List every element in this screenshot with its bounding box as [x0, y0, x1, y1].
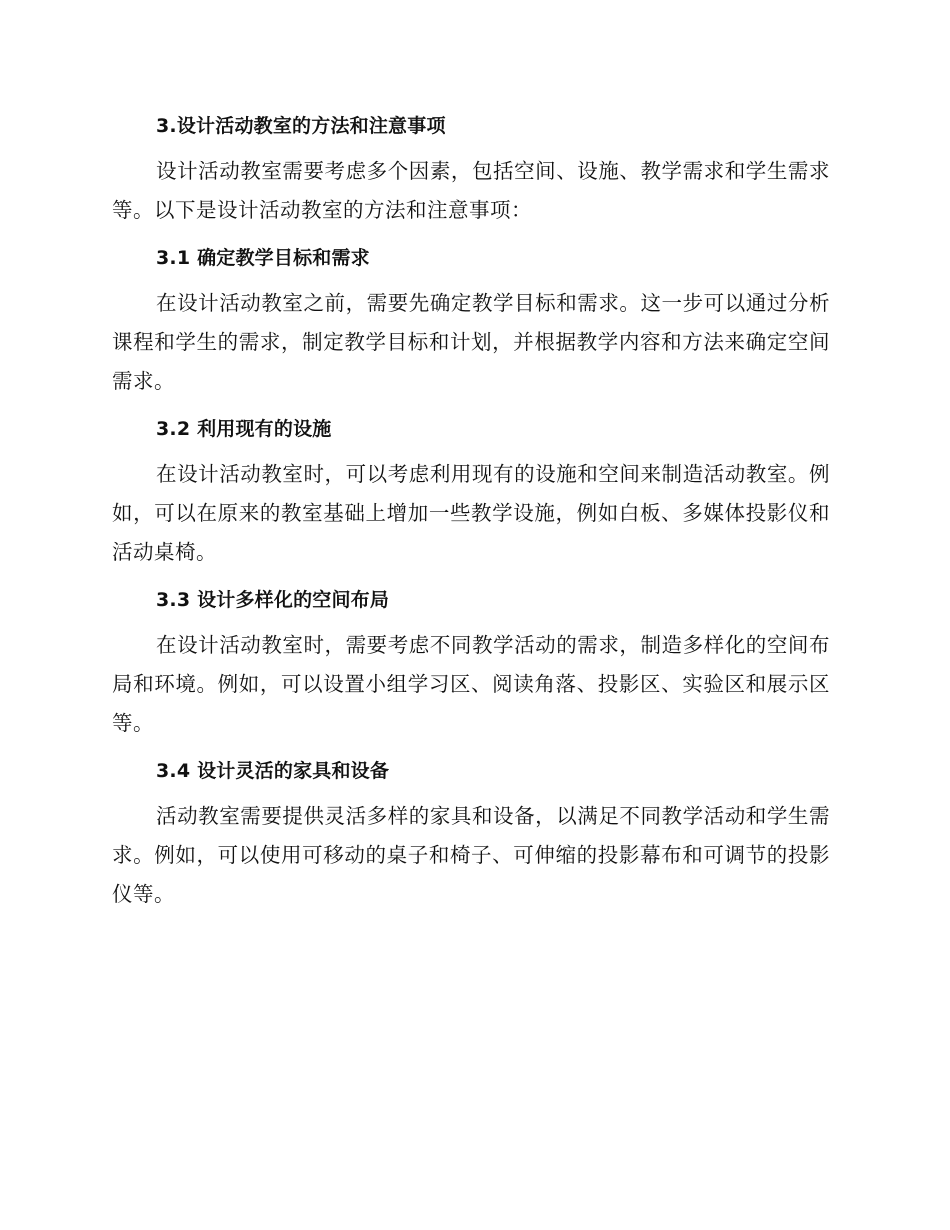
- subsection-body-3-2: 在设计活动教室时，可以考虑利用现有的设施和空间来制造活动教室。例如，可以在原来的教室基础上增加一些教学设施，例如白板、多媒体投影仪和活动桌椅。: [112, 462, 830, 564]
- subsection-body-3-1: 在设计活动教室之前，需要先确定教学目标和需求。这一步可以通过分析课程和学生的需求，制定教学目标和计划，并根据教学内容和方法来确定空间需求。: [112, 291, 830, 393]
- subsection-body-3-3: 在设计活动教室时，需要考虑不同教学活动的需求，制造多样化的空间布局和环境。例如，可以设置小组学习区、阅读角落、投影区、实验区和展示区等。: [112, 633, 830, 735]
- intro-paragraph: 设计活动教室需要考虑多个因素，包括空间、设施、教学需求和学生需求等。以下是设计活动教室的方法和注意事项：: [112, 159, 830, 222]
- subsection-heading-3-3: 3.3 设计多样化的空间布局: [156, 589, 390, 611]
- subsection-body-3-4: 活动教室需要提供灵活多样的家具和设备，以满足不同教学活动和学生需求。例如，可以使用可移动的桌子和椅子、可伸缩的投影幕布和可调节的投影仪等。: [112, 804, 830, 906]
- section-title: 3.设计活动教室的方法和注意事项: [156, 115, 446, 137]
- document-body: [112, 108, 830, 914]
- subsection-heading-3-2: 3.2 利用现有的设施: [156, 418, 332, 440]
- subsection-heading-3-4: 3.4 设计灵活的家具和设备: [156, 760, 390, 782]
- subsection-heading-3-1: 3.1 确定教学目标和需求: [156, 247, 370, 269]
